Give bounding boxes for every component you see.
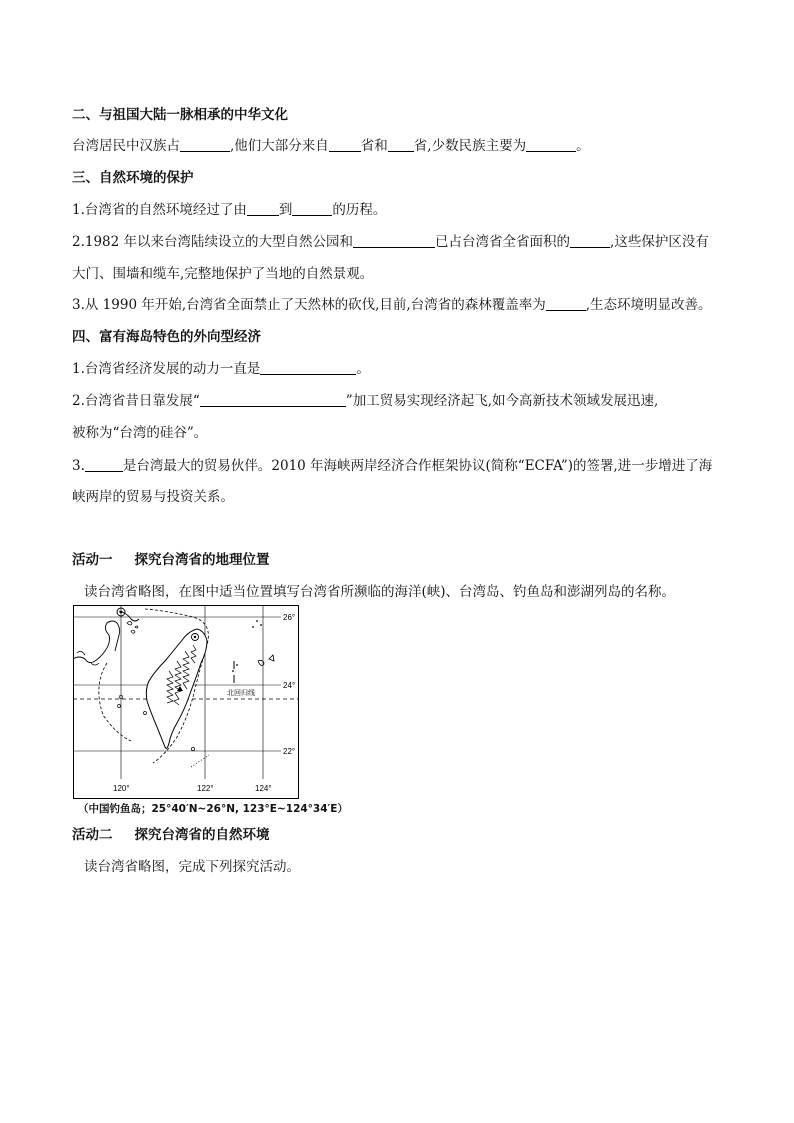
activity-1-title: 活动一 探究台湾省的地理位置 bbox=[72, 552, 270, 568]
answer-blank[interactable] bbox=[85, 457, 123, 472]
section-title-environment: 三、自然环境的保护 bbox=[72, 170, 194, 186]
economy-item-2-cont: 被称为“台湾的硅谷”。 bbox=[72, 425, 208, 441]
section-title-economy: 四、富有海岛特色的外向型经济 bbox=[72, 329, 261, 345]
answer-blank[interactable] bbox=[200, 392, 346, 407]
economy-item-1: 1.台湾省经济发展的动力一直是 。 bbox=[72, 361, 370, 377]
activity-2-title: 活动二 探究台湾省的自然环境 bbox=[72, 827, 270, 843]
island bbox=[232, 670, 234, 672]
activity-2-intro: 读台湾省略图，完成下列探究活动。 bbox=[84, 859, 300, 875]
island bbox=[236, 664, 238, 666]
lat-label: 26° bbox=[283, 613, 296, 622]
economy-item-2: 2.台湾省昔日靠发展“ ”加工贸易实现经济起飞,如今高新技术领域发展迅速, bbox=[72, 393, 659, 409]
answer-blank[interactable] bbox=[546, 296, 586, 311]
lon-label: 120° bbox=[113, 784, 130, 793]
answer-blank[interactable] bbox=[353, 233, 435, 248]
section-title-culture: 二、与祖国大陆一脉相承的中华文化 bbox=[72, 107, 288, 123]
culture-line: 台湾居民中汉族占 ,他们大部分来自 省和 省,少数民族主要为 。 bbox=[72, 138, 590, 154]
economy-item-3: 3. 是台湾最大的贸易伙伴。2010 年海峡两岸经济合作框架协议(简称“ECFA”)的签署,进一步增进了海 bbox=[72, 458, 713, 474]
answer-blank[interactable] bbox=[292, 201, 332, 216]
lon-label: 124° bbox=[255, 784, 272, 793]
economy-item-3-cont: 峡两岸的贸易与投资关系。 bbox=[72, 489, 234, 505]
city-marker-icon bbox=[120, 611, 123, 614]
answer-blank[interactable] bbox=[180, 137, 230, 152]
taiwan-map[interactable] bbox=[73, 605, 299, 799]
answer-blank[interactable] bbox=[526, 137, 576, 152]
map-caption: （中国钓鱼岛；25°40′N~26°N, 123°E~124°34′E） bbox=[78, 803, 348, 815]
lon-label: 122° bbox=[197, 784, 214, 793]
environment-item-3: 3.从 1990 年开始,台湾省全面禁止了天然林的砍伐,目前,台湾省的森林覆盖率为 ,生态环境明显改善。 bbox=[72, 297, 712, 313]
tropic-label: 北回归线 bbox=[227, 689, 255, 697]
answer-blank[interactable] bbox=[247, 201, 279, 216]
answer-blank[interactable] bbox=[260, 360, 356, 375]
environment-item-2: 2.1982 年以来台湾陆续设立的大型自然公园和 已占台湾省全省面积的 ,这些保护区没有 bbox=[72, 234, 709, 250]
island bbox=[256, 620, 258, 622]
answer-blank[interactable] bbox=[329, 137, 361, 152]
answer-blank[interactable] bbox=[388, 137, 414, 152]
lat-label: 24° bbox=[283, 681, 296, 690]
island bbox=[252, 626, 254, 628]
answer-blank[interactable] bbox=[570, 233, 610, 248]
city-marker-icon bbox=[194, 636, 196, 638]
activity-1-intro: 读台湾省略图，在图中适当位置填写台湾省所濒临的海洋(峡)、台湾岛、钓鱼岛和澎湖列岛的名称。 bbox=[84, 584, 676, 600]
lat-label: 22° bbox=[283, 747, 296, 756]
environment-item-1: 1.台湾省的自然环境经过了由 到 的历程。 bbox=[72, 202, 387, 218]
island bbox=[260, 624, 262, 626]
environment-item-2-cont: 大门、围墙和缆车,完整地保护了当地的自然景观。 bbox=[72, 266, 374, 282]
